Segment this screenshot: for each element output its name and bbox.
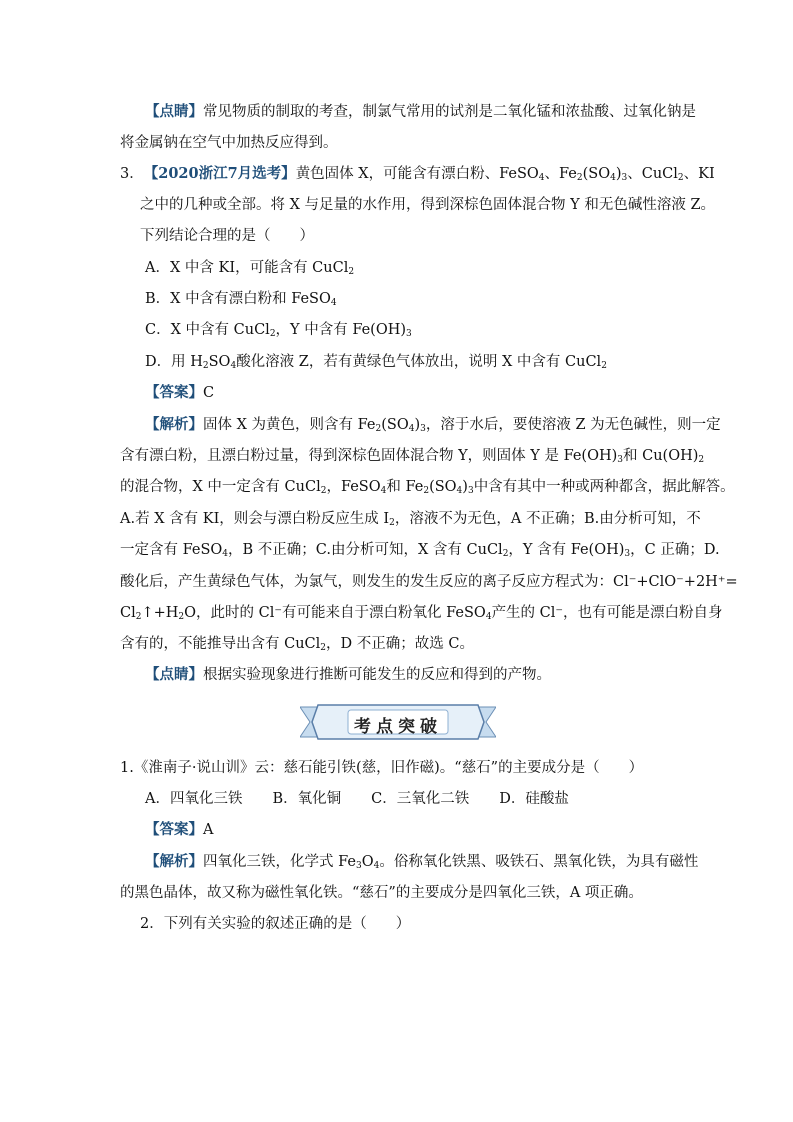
jiexi3-line-7: $Cl_2↑+H_2O$，此时的 Cl⁻有可能来自于漂白粉氧化 FeSO$_4$产生的 Cl⁻，也有可能是漂白粉自身 <box>120 605 723 622</box>
k1-jiexi-line-1: 【解析】四氧化三铁，化学式 $Fe_3O_4$。俗称氧化铁黑、吸铁石、黑氧化铁，为具有磁性 <box>145 853 699 871</box>
dianjing-tag: 【点睛】 <box>145 103 203 120</box>
dianjing-line-2: 将金属钠在空气中加热反应得到。 <box>120 135 338 151</box>
jiexi3-line-3: 的混合物，X 中一定含有 CuCl$_2$，FeSO$_4$和 $Fe_2(SO_4)_3$中含有其中一种或两种都含，据此解答。 <box>120 479 735 496</box>
q3-option-d: D．用 $H_2SO_4$酸化溶液 Z，若有黄绿色气体放出，说明 X 中含有 CuCl$_2$ <box>145 354 607 371</box>
dianjing3: 【点睛】根据实验现象进行推断可能发生的反应和得到的产物。 <box>145 666 551 683</box>
k1-option-b: B．氧化铜 <box>272 791 342 807</box>
jiexi3-line-5: 一定含有 FeSO$_4$，B 不正确；C.由分析可知，X 含有 CuCl$_2$，Y 含有 $Fe(OH)_3$，C 正确；D. <box>120 542 720 559</box>
q3-stem-line-1: 3．【2020浙江7月选考】黄色固体 X，可能含有漂白粉、FeSO$_4$、$Fe_2(SO_4)_3$、CuCl$_2$、KI <box>120 165 715 183</box>
dianjing-line-1: 【点睛】常见物质的制取的考查，制氯气常用的试剂是二氧化锰和浓盐酸、过氧化钠是 <box>145 103 696 120</box>
jiexi3-line-1: 【解析】固体 X 为黄色，则含有 $Fe_2(SO_4)_3$，溶于水后，要使溶液 Z 为无色碱性，则一定 <box>145 416 721 434</box>
jiexi3-line-2: 含有漂白粉，且漂白粉过量，得到深棕色固体混合物 Y，则固体 Y 是 $Fe(OH)_3$和 $Cu(OH)_2$ <box>120 448 705 465</box>
q3-stem-line-2: 之中的几种或全部。将 X 与足量的水作用，得到深棕色固体混合物 Y 和无色碱性溶液 Z。 <box>140 197 716 213</box>
q3-answer: 【答案】C <box>145 384 215 401</box>
k1-options <box>145 789 599 809</box>
k1-stem: 1.《淮南子·说山训》云：慈石能引铁(慈，旧作磁)。“慈石”的主要成分是（ ） <box>120 760 644 776</box>
k1-option-c: C．三氧化二铁 <box>371 791 470 807</box>
source-tag: 【2020浙江7月选考】 <box>143 165 296 182</box>
banner-title: 考点突破 <box>354 717 442 737</box>
jiexi3-line-6: 酸化后，产生黄绿色气体，为氯气，则发生的发生反应的离子反应方程式为：Cl⁻+ClO⁻+2H⁺= <box>120 574 738 590</box>
q3-option-b: B．X 中含有漂白粉和 FeSO$_4$ <box>145 291 337 308</box>
jiexi3-line-4: A.若 X 含有 KI，则会与漂白粉反应生成 $I_2$，溶液不为无色，A 不正确；B.由分析可知，不 <box>120 511 701 528</box>
k1-option-a: A．四氧化三铁 <box>145 791 243 807</box>
k2-stem: 2．下列有关实验的叙述正确的是（ ） <box>140 916 411 932</box>
q3-stem-line-3: 下列结论合理的是（ ） <box>140 228 314 244</box>
jiexi3-line-8: 含有的，不能推导出含有 CuCl$_2$，D 不正确；故选 C。 <box>120 636 474 653</box>
k1-option-d: D．硅酸盐 <box>499 791 569 807</box>
section-banner <box>300 703 496 741</box>
q3-option-a: A．X 中含 KI，可能含有 CuCl$_2$ <box>145 260 355 277</box>
q3-option-c: C．X 中含有 CuCl$_2$，Y 中含有 $Fe(OH)_3$ <box>145 322 412 339</box>
k1-jiexi-line-2: 的黑色晶体，故又称为磁性氧化铁。“慈石”的主要成分是四氧化三铁，A 项正确。 <box>120 885 643 901</box>
k1-answer: 【答案】A <box>145 821 214 838</box>
